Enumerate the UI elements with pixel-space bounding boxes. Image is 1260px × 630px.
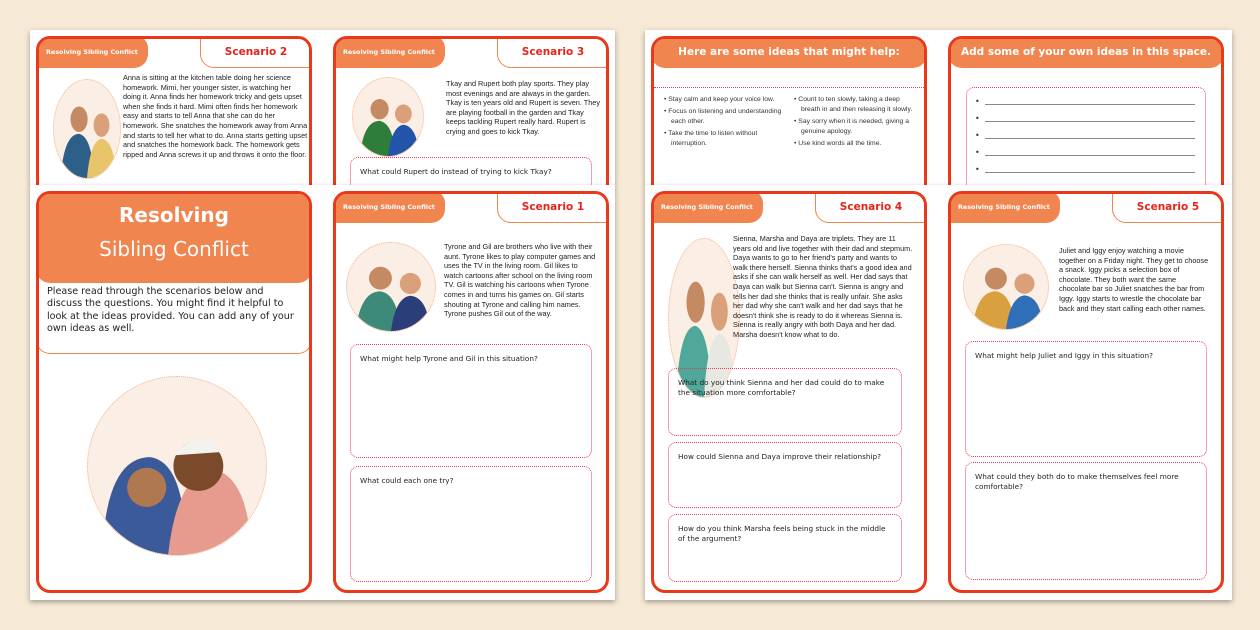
idea-item: • Use kind words all the time. xyxy=(794,140,882,147)
scenario-1-card xyxy=(333,191,609,593)
scenario-story: Juliet and Iggy enjoy watching a movie together on a Friday night. They get to choose a snack. Iggy picks a selection box of chocolate. They both want the same chocolate bar so Juliet snatches the bar from Iggy. Iggy starts to wrestle the chocolate bar back and they start calling each other names. xyxy=(1059,246,1209,313)
scenario-story: Tkay and Rupert both play sports. They play most evenings and are always in the garden. Tkay is ten years old and Rupert is seven. They are playing football in the garden and Tkay keeps tackling Rupert really hard. Rupert is crying and goes to kick Tkay. xyxy=(446,79,600,136)
header-label: Resolving Sibling Conflict xyxy=(333,191,445,223)
writing-line[interactable] xyxy=(985,104,1195,105)
question-answer-box[interactable]: What could they both do to make themselves feel more comfortable? xyxy=(965,462,1207,580)
idea-item: • Stay calm and keep your voice low. xyxy=(664,96,775,103)
question-answer-box[interactable]: What could Rupert do instead of trying to kick Tkay? xyxy=(350,157,592,185)
worksheet-page-front-right xyxy=(645,185,1232,600)
question-answer-box[interactable]: What do you think Sienna and her dad could do to make the situation more comfortable? xyxy=(668,368,902,436)
question-answer-box[interactable]: What might help Tyrone and Gil in this situation? xyxy=(350,344,592,458)
title-card xyxy=(36,191,312,593)
scenario-3-illustration xyxy=(352,77,424,157)
worksheet-page-back-left xyxy=(30,30,615,185)
ideas-column-1 xyxy=(664,95,789,151)
idea-item: • Take the time to listen without interruption. xyxy=(664,130,758,147)
own-ideas-heading: Add some of your own ideas in this space. xyxy=(948,36,1224,68)
scenario-label: Scenario 5 xyxy=(1112,191,1224,223)
question-answer-box[interactable]: How could Sienna and Daya improve their relationship? xyxy=(668,442,902,508)
writing-line[interactable] xyxy=(985,172,1195,173)
scenario-story: Anna is sitting at the kitchen table doing her science homework. Mimi, her younger sister, is watching her doing it. Anna finds her homework tricky and gets upset when she finds it hard. Mimi often finds her homework easy and starts to tell Anna that she can do her homework. She snatches the homework away from Anna and starts to tell her what to do. Anna starts getting upset and snatches the homework back. The homework gets ripped and Anna screws it up and throws it onto the floor. xyxy=(123,73,308,159)
bullet: • xyxy=(975,148,980,157)
scenario-2-illustration xyxy=(53,79,121,179)
scenario-5-card xyxy=(948,191,1224,593)
header-label: Resolving Sibling Conflict xyxy=(651,191,763,223)
title-line-1: Resolving xyxy=(119,203,229,227)
question-answer-box[interactable]: What could each one try? xyxy=(350,466,592,582)
writing-line[interactable] xyxy=(985,155,1195,156)
writing-line[interactable] xyxy=(985,138,1195,139)
scenario-2-card xyxy=(36,36,312,185)
scenario-label: Scenario 4 xyxy=(815,191,927,223)
scenario-story: Sienna, Marsha and Daya are triplets. They are 11 years old and live together with their dad and stepmum. Daya wants to go to her friend's party and wants to walk there herself. Sienna thinks that's a good idea and asks if she can walk herself as well. Her dad says that Daya can walk but Sienna can't. Sienna is angry and tells her dad she thinks that is really unfair. She asks her dad why she can't walk and her dad says that he doesn't think she is ready to do it whereas Sienna is. Sienna is really angry with both Daya and her dad. Marsha doesn't know what to do. xyxy=(733,234,913,339)
scenario-1-illustration xyxy=(346,242,436,332)
worksheet-page-back-right xyxy=(645,30,1232,185)
idea-item: • Say sorry when it is needed, giving a genuine apology. xyxy=(794,118,909,135)
scenario-story: Tyrone and Gil are brothers who live with their aunt. Tyrone likes to play computer games and uses the TV in the living room. Gil likes to watch cartoons after school on the living room TV. Gil is watching his cartoons when Tyrone comes in and turns his games on. Gil starts shouting at Tyrone and calling him names. Tyrone pushes Gil out of the way. xyxy=(444,242,596,319)
worksheet-page-front-left xyxy=(30,185,615,600)
question-answer-box[interactable]: What might help Juliet and Iggy in this situation? xyxy=(965,341,1207,457)
bullet: • xyxy=(975,114,980,123)
scenario-label: Scenario 1 xyxy=(497,191,609,223)
intro-text: Please read through the scenarios below and discuss the questions. You might find it helpful to look at the ideas provided. You can add any of your own ideas as well. xyxy=(36,280,312,354)
scenario-label: Scenario 3 xyxy=(497,36,609,68)
header-label: Resolving Sibling Conflict xyxy=(36,36,148,68)
header-label: Resolving Sibling Conflict xyxy=(948,191,1060,223)
scenario-label: Scenario 2 xyxy=(200,36,312,68)
ideas-heading: Here are some ideas that might help: xyxy=(651,36,927,68)
bullet: • xyxy=(975,97,980,106)
scenario-4-card xyxy=(651,191,927,593)
idea-item: • Focus on listening and understanding each other. xyxy=(664,108,782,125)
own-ideas-writing-area[interactable] xyxy=(966,87,1206,185)
idea-item: • Count to ten slowly, taking a deep breath in and then releasing it slowly. xyxy=(794,96,913,113)
ideas-divider xyxy=(654,87,924,88)
writing-line[interactable] xyxy=(985,121,1195,122)
ideas-card xyxy=(651,36,927,185)
header-label: Resolving Sibling Conflict xyxy=(333,36,445,68)
bullet: • xyxy=(975,131,980,140)
bullet: • xyxy=(975,165,980,174)
scenario-5-illustration xyxy=(963,244,1049,330)
ideas-column-2 xyxy=(794,95,919,151)
question-answer-box[interactable]: How do you think Marsha feels being stuck in the middle of the argument? xyxy=(668,514,902,582)
title-banner xyxy=(36,191,312,283)
scenario-3-card xyxy=(333,36,609,185)
title-line-2: Sibling Conflict xyxy=(99,237,249,261)
siblings-hug-illustration xyxy=(87,376,267,556)
own-ideas-card xyxy=(948,36,1224,185)
